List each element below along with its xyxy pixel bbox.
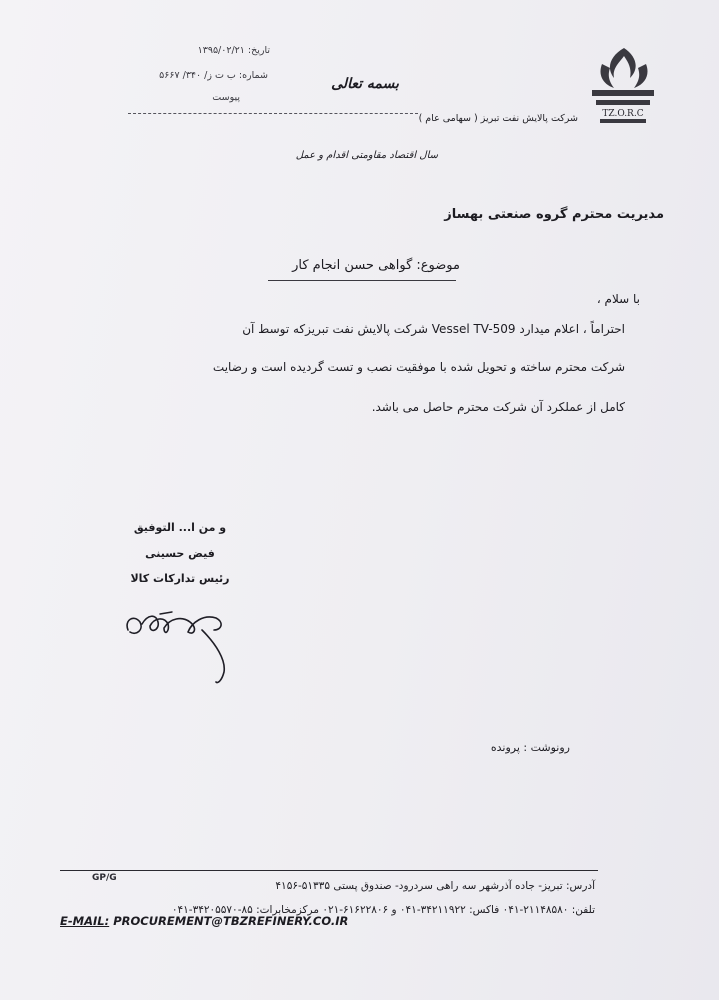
email-label: E-MAIL: — [60, 914, 110, 928]
body-line-3: کامل از عملکرد آن شرکت محترم حاصل می باشد. — [371, 400, 625, 414]
letter-subject: موضوع: گواهی حسن انجام کار — [292, 258, 460, 273]
footer-address: آدرس: تبریز- جاده آذرشهر سه راهی سردرود- صندوق پستی ۵۱۳۳۵-۴۱۵۶ — [275, 880, 595, 892]
addressee: مدیریت محترم گروه صنعتی بهساز — [444, 207, 664, 222]
letter-number: شماره: ب ت ز/ ۳۴۰/ ۵۶۶۷ — [159, 70, 268, 81]
signatory-name: فیض حسینی — [145, 547, 215, 560]
letter-attachment: پیوست — [212, 92, 240, 103]
bismillah-heading: بسمه تعالی — [331, 76, 399, 92]
footer-email — [60, 914, 480, 928]
footer-phones: تلفن: ۲۱۱۴۸۵۸۰-۰۴۱ فاکس: ۳۴۲۱۱۹۲۲-۰۴۱ و ۶۱۶۲۲۸۰۶-۰۲۱ مرکزمخابرات: ۸۵-۳۴۲۰۵۵۷۰-۰۴۱ — [171, 904, 595, 916]
footer-divider — [60, 870, 598, 871]
body-line-2: شرکت محترم ساخته و تحویل شده با موفقیت نصب و تست گردیده است و رضایت — [212, 360, 625, 374]
greeting: با سلام ، — [596, 292, 640, 306]
body-line-1: احتراماً ، اعلام میدارد Vessel TV-509 شرکت پالایش نفت تبریزکه توسط آن — [242, 322, 625, 336]
email-address[interactable]: PROCUREMENT@TBZREFINERY.CO.IR — [113, 914, 349, 928]
company-name: شرکت پالایش نفت تبریز ( سهامی عام ) — [418, 113, 578, 124]
letter-date: تاریخ: ۱۳۹۵/۰۲/۲۱ — [197, 45, 270, 56]
footer-code: GP/G — [92, 873, 117, 883]
refinery-logo-icon — [584, 44, 662, 128]
subject-underline — [268, 280, 456, 281]
header-divider — [128, 113, 418, 114]
logo-text: TZ.O.R.C — [602, 109, 644, 119]
year-slogan: سال اقتصاد مقاومتی اقدام و عمل — [295, 150, 438, 161]
signatory-title: رئیس تدارکات کالا — [130, 572, 230, 585]
signature-closing: و من ا... التوفیق — [133, 521, 227, 534]
handwritten-signature-icon — [120, 600, 240, 690]
carbon-copy: رونوشت : پرونده — [490, 741, 570, 754]
